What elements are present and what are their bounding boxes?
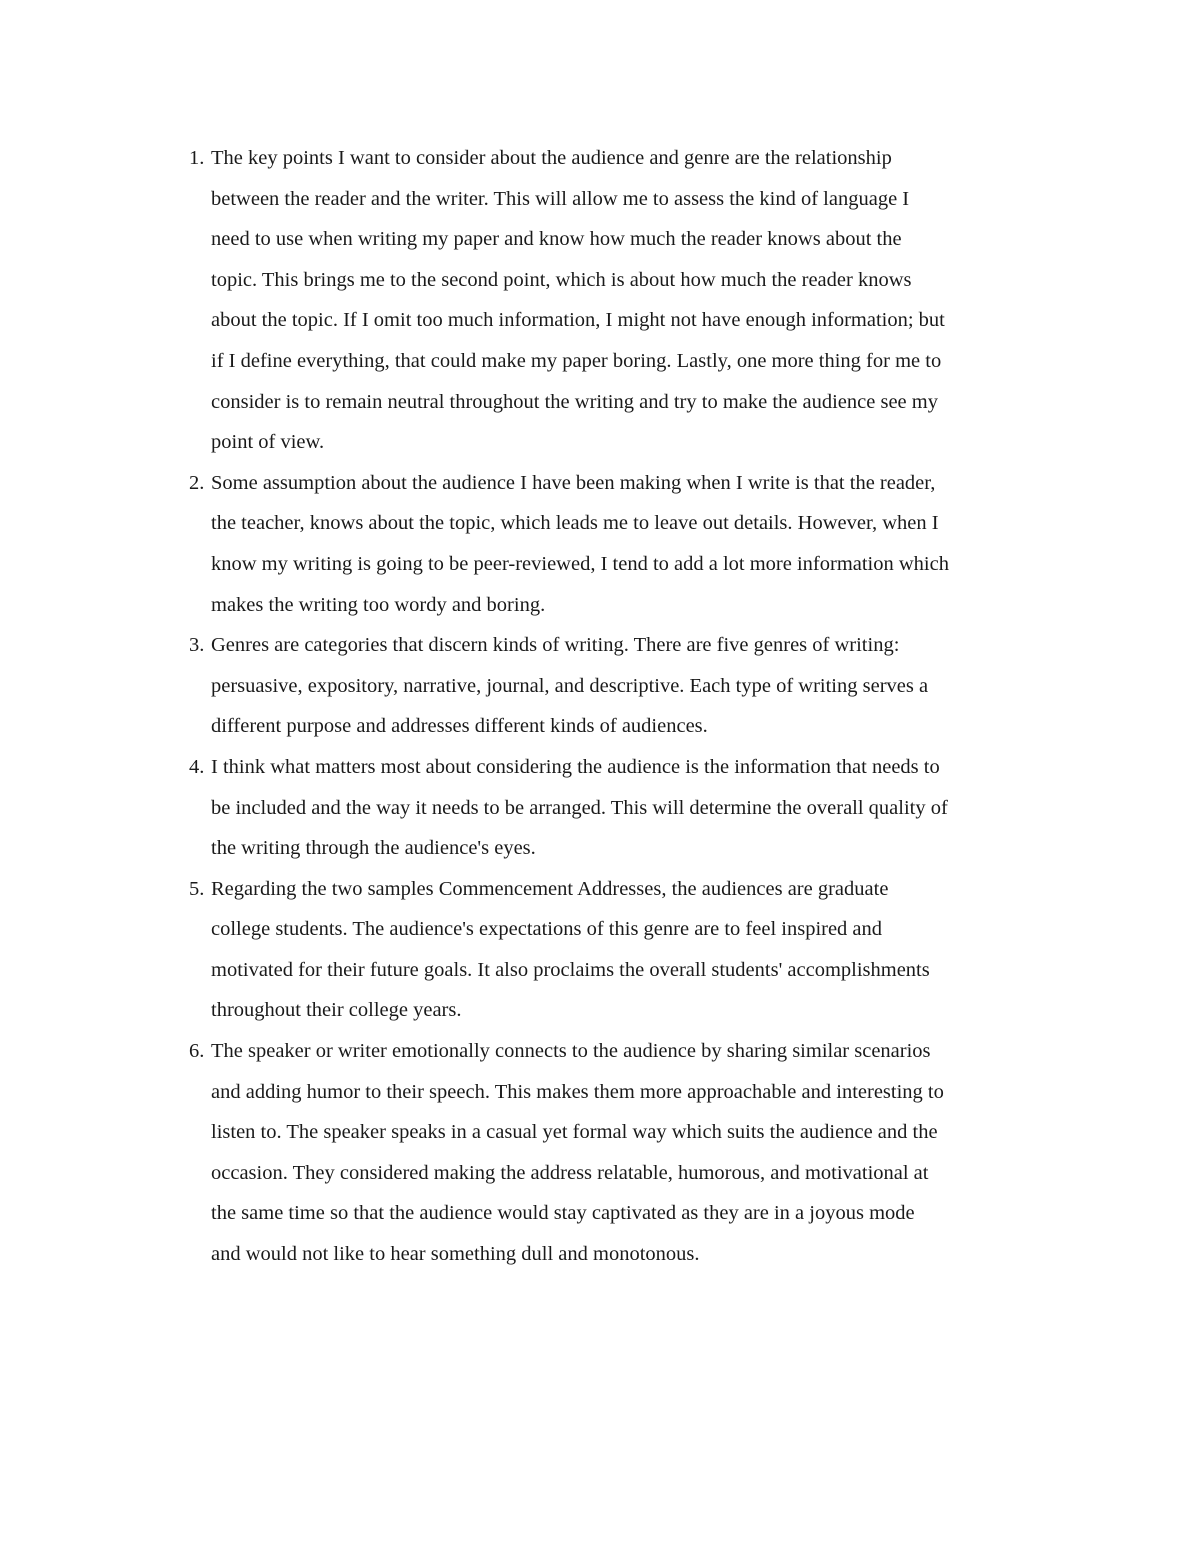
text-line: and would not like to hear something dull and monotonous.: [211, 1243, 700, 1266]
text-line: persuasive, expository, narrative, journal, and descriptive. Each type of writing serves a: [211, 674, 929, 697]
list-item-text: [211, 625, 1078, 747]
text-line: consider is to remain neutral throughout the writing and try to make the audience see my: [211, 390, 938, 413]
list-item: [178, 463, 1078, 625]
text-line: the teacher, knows about the topic, which leads me to leave out details. However, when I: [211, 512, 939, 535]
list-item-number: 1.: [189, 147, 205, 169]
list-item-number: 3.: [189, 634, 205, 657]
list-item-text: [211, 463, 1078, 625]
text-line: Genres are categories that discern kinds of writing. There are five genres of writing:: [211, 634, 900, 657]
text-line: the same time so that the audience would stay captivated as they are in a joyous mode: [211, 1202, 915, 1225]
text-line: college students. The audience's expectations of this genre are to feel inspired and: [211, 918, 883, 941]
text-line: throughout their college years.: [211, 999, 462, 1022]
text-line: Some assumption about the audience I have been making when I write is that the reader,: [211, 471, 936, 494]
text-line: occasion. They considered making the address relatable, humorous, and motivational at: [211, 1161, 929, 1184]
text-line: The key points I want to consider about the audience and genre are the relationship: [211, 147, 892, 169]
list-item: [178, 1031, 1078, 1275]
text-line: makes the writing too wordy and boring.: [211, 593, 546, 616]
list-item-number: 4.: [189, 755, 205, 778]
list-item-text: [211, 1031, 1078, 1275]
text-line: be included and the way it needs to be arranged. This will determine the overall quality of: [211, 796, 948, 819]
list-item-text: [211, 747, 1078, 869]
list-item-text: [211, 138, 1078, 463]
list-item: [178, 138, 1078, 463]
text-line: The speaker or writer emotionally connects to the audience by sharing similar scenarios: [211, 1040, 931, 1063]
text-line: if I define everything, that could make my paper boring. Lastly, one more thing for me to: [211, 349, 942, 372]
text-line: Regarding the two samples Commencement Addresses, the audiences are graduate: [211, 877, 889, 900]
text-line: need to use when writing my paper and know how much the reader knows about the: [211, 228, 902, 251]
text-line: know my writing is going to be peer-reviewed, I tend to add a lot more information which: [211, 552, 949, 575]
list-item: [178, 747, 1078, 869]
list-item-number: 2.: [189, 471, 205, 494]
text-line: I think what matters most about considering the audience is the information that needs to: [211, 755, 940, 778]
list-item-text: [211, 869, 1078, 1031]
text-line: the writing through the audience's eyes.: [211, 837, 536, 860]
text-line: and adding humor to their speech. This makes them more approachable and interesting to: [211, 1080, 944, 1103]
numbered-list: [178, 138, 1078, 1275]
list-item: [178, 869, 1078, 1031]
text-line: between the reader and the writer. This will allow me to assess the kind of language I: [211, 187, 910, 210]
text-line: listen to. The speaker speaks in a casual yet formal way which suits the audience and the: [211, 1121, 938, 1144]
list-item-number: 6.: [189, 1040, 205, 1063]
text-line: point of view.: [211, 431, 325, 454]
text-line: topic. This brings me to the second point, which is about how much the reader knows: [211, 268, 912, 291]
list-item: [178, 625, 1078, 747]
text-line: motivated for their future goals. It also proclaims the overall students' accomplishments: [211, 958, 930, 981]
text-line: different purpose and addresses different kinds of audiences.: [211, 715, 708, 738]
text-line: about the topic. If I omit too much information, I might not have enough information; but: [211, 309, 945, 332]
list-item-number: 5.: [189, 877, 205, 900]
